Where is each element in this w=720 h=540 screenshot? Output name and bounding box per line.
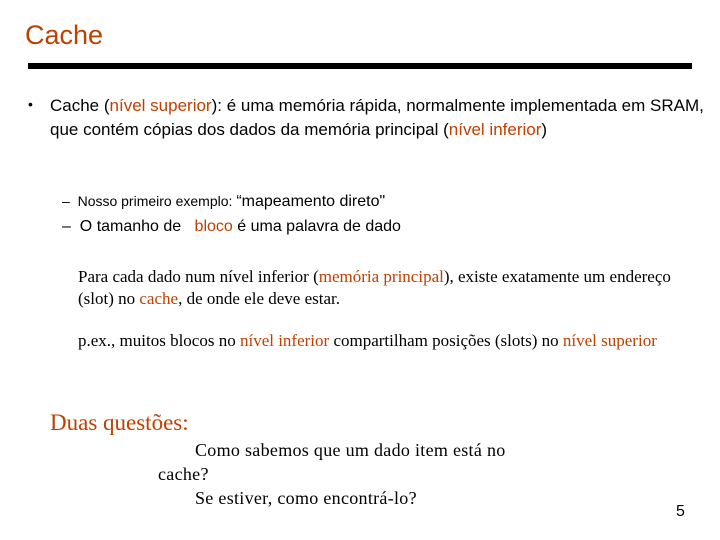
question-2: Se estiver, como encontrá-lo? <box>195 488 417 508</box>
highlight-nivel-inferior: nível inferior <box>239 331 330 350</box>
text-run: Para cada dado num nível inferior ( <box>78 267 319 286</box>
text-run: ): é uma memória rápida, normalmente implementada em SRAM, que contém cópias dos dados da memória principal ( <box>50 96 704 139</box>
text-run: ), existe exatamente um endereço (slot) no <box>78 267 671 308</box>
text-run: , de onde ele deve estar. <box>178 289 340 308</box>
title-divider <box>28 63 692 69</box>
dash-marker: – <box>62 193 70 209</box>
question-1-line-1: Como sabemos que um dado item está no <box>195 440 506 460</box>
page-number: 5 <box>676 503 685 520</box>
highlight-memoria-principal: memória principal <box>318 267 444 286</box>
highlight-cache: cache <box>139 289 179 308</box>
dash-marker: – <box>62 218 71 235</box>
highlight-nivel-inferior: nível inferior <box>448 120 542 139</box>
questions-heading: Duas questões: <box>50 410 189 435</box>
quoted-term: “mapeamento direto" <box>236 193 386 210</box>
text-run: Cache ( <box>50 96 110 115</box>
text-run: Nosso primeiro exemplo: <box>77 193 233 209</box>
sub-bullet-block-size <box>62 218 401 236</box>
highlight-bloco: bloco <box>194 218 233 235</box>
text-run: é uma palavra de dado <box>237 218 401 235</box>
highlight-nivel-superior: nível superior <box>109 96 212 115</box>
bullet-marker: • <box>28 96 33 112</box>
text-run: O tamanho de <box>79 218 182 235</box>
sub-bullet-example <box>62 193 385 211</box>
text-run: p.ex., muitos blocos no <box>78 331 240 350</box>
text-run: compartilham posições (slots) no <box>329 331 563 350</box>
mapping-paragraph <box>78 266 698 310</box>
slide-title: Cache <box>25 20 104 50</box>
cache-definition-paragraph <box>50 94 710 142</box>
example-paragraph <box>78 330 698 352</box>
text-run: ) <box>541 120 548 139</box>
question-1-line-2: cache? <box>158 464 209 484</box>
highlight-nivel-superior: nível superior <box>562 331 657 350</box>
